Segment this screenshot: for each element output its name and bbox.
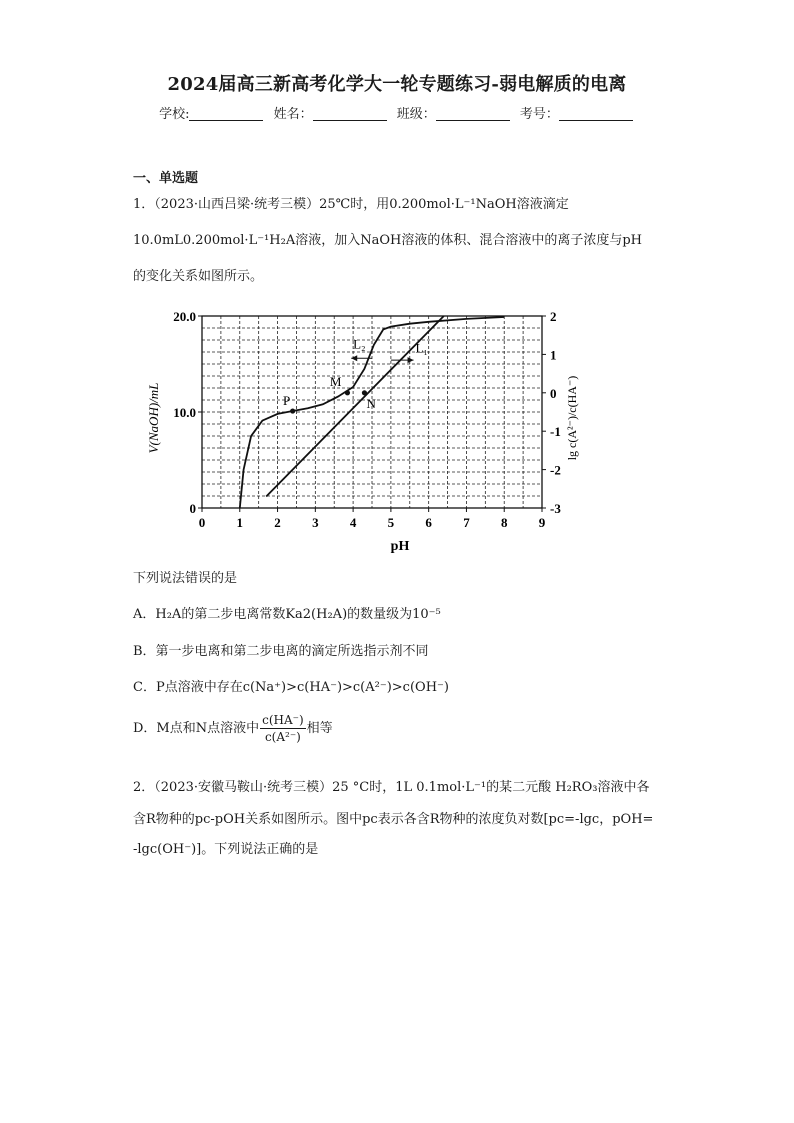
exam-number-blank[interactable] [559, 106, 633, 121]
page-title: 2024届高三新高考化学大一轮专题练习-弱电解质的电离 [167, 74, 627, 95]
fraction-denominator: c(A²⁻) [264, 730, 301, 744]
x-tick-label: 8 [500, 515, 508, 530]
q2-text-line-1: 2．（2023·安徽马鞍山·统考三模）25 °C时，1L 0.1mol·L⁻¹的某二元酸 H₂RO₃溶液中各 [133, 780, 650, 795]
titration-chart [140, 300, 590, 555]
q1-option-d-suffix: 相等 [306, 721, 333, 736]
class-label: 班级： [396, 107, 436, 122]
x-tick-label: 9 [538, 515, 546, 530]
y-left-axis-label: V(NaOH)/mL [146, 382, 161, 454]
point-p-marker [290, 408, 295, 413]
q1-text-line-2: 10.0mL0.200mol·L⁻¹H₂A溶液，加入NaOH溶液的体积、混合溶液中的离子浓度与pH [133, 233, 642, 248]
q1-stem: 下列说法错误的是 [133, 571, 238, 586]
chart-points [283, 374, 376, 414]
y-right-tick-label: 1 [550, 347, 557, 363]
series-label-l1: L₁ [415, 340, 428, 356]
y-right-tick-label: 2 [550, 309, 557, 324]
point-n-label: N [366, 395, 376, 411]
y-right-axis-label: lg c(A²⁻)/c(HA⁻) [565, 375, 579, 461]
y-left-tick-label: 20.0 [173, 309, 196, 324]
q1-option-d-fraction [260, 713, 306, 744]
x-tick-label: 3 [312, 515, 319, 530]
section-heading: 一、单选题 [133, 171, 199, 186]
point-p-label: P [283, 393, 291, 409]
l2-arrow-head [351, 355, 357, 361]
x-tick-label: 4 [349, 515, 357, 530]
q1-option-c[interactable]: C．P点溶液中存在c(Na⁺)>c(HA⁻)>c(A²⁻)>c(OH⁻) [133, 680, 449, 695]
y-right-tick-label: -2 [550, 462, 561, 478]
q2-text-line-3: -lgc(OH⁻)]。下列说法正确的是 [133, 842, 319, 857]
point-m-marker [345, 390, 350, 395]
chart-grid [202, 316, 542, 508]
q1-option-d-prefix: D．M点和N点溶液中 [133, 721, 260, 736]
school-blank[interactable] [189, 106, 263, 121]
point-n-marker [362, 390, 367, 395]
x-tick-label: 0 [198, 515, 206, 530]
q1-text-line-3: 的变化关系如图所示。 [133, 269, 264, 284]
x-tick-label: 6 [425, 515, 432, 530]
fraction-numerator: c(HA⁻) [262, 713, 304, 727]
q1-option-b[interactable]: B．第一步电离和第二步电离的滴定所选指示剂不同 [133, 644, 429, 659]
x-tick-label: 2 [274, 515, 281, 530]
y-right-tick-label: 0 [550, 385, 557, 401]
class-blank[interactable] [436, 106, 510, 121]
name-blank[interactable] [313, 106, 387, 121]
x-tick-label: 1 [236, 515, 244, 530]
exam-number-label: 考号： [519, 107, 559, 122]
q1-option-d[interactable] [133, 713, 333, 744]
q2-text-line-2: 含R物种的pc-pOH关系如图所示。图中pc表示各含R物种的浓度负对数[pc=-lgc，pOH= [133, 812, 654, 827]
y-right-tick-label: -3 [550, 501, 561, 516]
series-label-l2: L₂ [353, 336, 366, 352]
school-label: 学校: [159, 107, 190, 122]
q1-option-a[interactable]: A．H₂A的第二步电离常数Ka2(H₂A)的数量级为10⁻⁵ [133, 607, 441, 622]
x-tick-label: 5 [387, 515, 395, 530]
point-m-label: M [329, 373, 342, 389]
l1-arrow-head [408, 357, 414, 363]
y-left-tick-label: 0 [189, 501, 196, 516]
y-left-tick-label: 10.0 [173, 405, 196, 420]
chart-ticks [173, 309, 561, 530]
y-right-tick-label: -1 [550, 424, 561, 440]
name-label: 姓名： [273, 107, 313, 122]
student-info-line [0, 103, 794, 122]
x-tick-label: 7 [463, 515, 470, 530]
q1-text-line-1: 1．（2023·山西吕梁·统考三模）25℃时，用0.200mol·L⁻¹NaOH溶液滴定 [133, 197, 569, 212]
x-axis-label: pH [390, 539, 410, 554]
